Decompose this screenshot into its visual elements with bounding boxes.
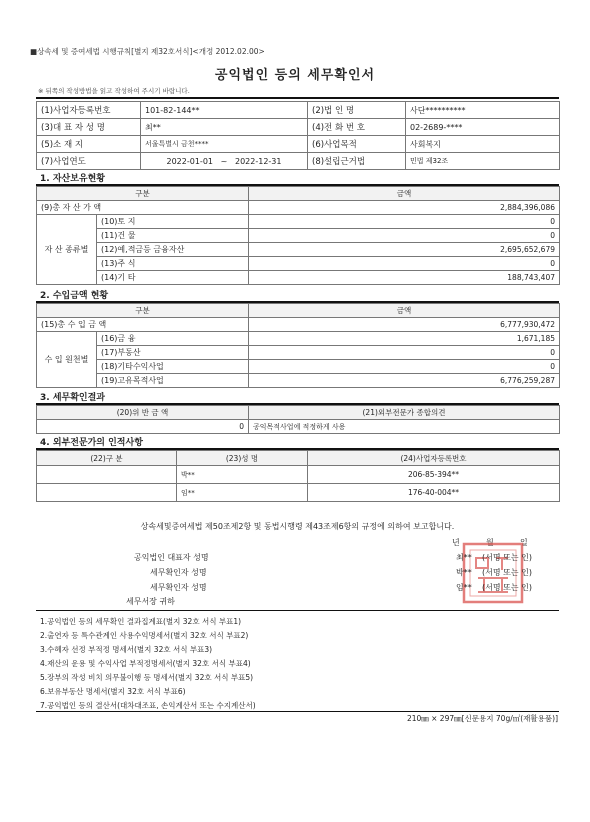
attachment-item: 2.출연자 등 특수관계인 사용수익명세서(별지 32호 서식 부표2) [40,631,249,640]
attachment-item: 3.수혜자 선정 부적정 명세서(별지 32호 서식 부표3) [40,645,213,654]
basis-value: 민법 제32조 [406,153,560,170]
attachment-item: 7.공익법인 등의 결산서(대차대조표, 손익계산서 또는 수지계산서) [40,701,256,710]
table-row [37,201,560,215]
income-total-label: (15)총 수 입 금 액 [37,318,249,332]
table-row [37,346,560,360]
asset-group-label: 자 산 종류별 [37,215,97,285]
table-row [37,153,560,170]
income-row-label: (18)기타수익사업 [97,360,249,374]
address-value: 서울특별시 금천**** [141,136,308,153]
signer-label: 세무확인자 성명 [150,583,207,592]
year-label: (7)사업연도 [37,153,141,170]
expert-name: 박** [177,466,308,484]
expert-col-type: (22)구 분 [37,451,177,466]
declaration-text: 상속세및증여세법 제50조제2항 및 동법시행령 제43조제6항의 규정에 의하여 보고합니다. [140,522,455,531]
section-1-title: 1. 자산보유현황 [40,174,105,184]
asset-total-value: 2,884,396,086 [249,201,560,215]
attachment-item: 1.공익법인 등의 세무확인 결과집계표(별지 32호 서식 부표1) [40,617,242,626]
asset-table [36,186,560,285]
income-row-label: (19)고유목적사업 [97,374,249,388]
year-value [141,153,308,170]
asset-row-amount: 2,695,652,679 [249,243,560,257]
document-title: 공익법인 등의 세무확인서 [214,68,376,83]
expert-type [37,466,177,484]
expert-col-reg: (24)사업자등록번호 [308,451,560,466]
reg-no-label: (1)사업자등록번호 [37,102,141,119]
section-2-title: 2. 수입금액 현황 [40,291,109,301]
rep-label: (3)대 표 자 성 명 [37,119,141,136]
table-row [37,102,560,119]
asset-row-amount: 0 [249,215,560,229]
income-row-label: (17)부동산 [97,346,249,360]
table-row [37,406,560,420]
attachments-rule [36,610,559,611]
table-row [37,243,560,257]
form-number: ■상속세 및 증여세법 시행규칙[별지 제32호서식]<개정 2012.02.00> [30,47,265,56]
table-row [37,451,560,466]
asset-row-amount: 188,743,407 [249,271,560,285]
signer-name: 최** [456,553,472,562]
corp-name-value: 사단********** [406,102,560,119]
table-row [37,374,560,388]
income-total-value: 6,777,930,472 [249,318,560,332]
expert-reg: 206-85-394** [308,466,560,484]
purpose-label: (6)사업목적 [308,136,406,153]
basic-info-table [36,101,560,170]
rep-value: 최** [141,119,308,136]
section-3-title: 3. 세무확인결과 [40,393,105,403]
signature-mark: (서명 또는 인) [482,568,532,577]
table-row [37,229,560,243]
asset-row-label: (14)기 타 [97,271,249,285]
asset-row-label: (13)주 식 [97,257,249,271]
signer-name: 박** [456,568,472,577]
expert-table [36,450,560,502]
signature-mark: (서명 또는 인) [482,583,532,592]
violation-amount: 0 [37,420,249,434]
income-group-label: 수 입 원천별 [37,332,97,388]
address-label: (5)소 재 지 [37,136,141,153]
income-row-amount: 0 [249,360,560,374]
result-col-violation: (20)위 반 금 액 [37,406,249,420]
signer-name: 임** [456,583,472,592]
table-row [37,318,560,332]
attachment-item: 6.보유부동산 명세서(별지 32호 서식 부표6) [40,687,186,696]
result-table [36,405,560,434]
income-row-amount: 1,671,185 [249,332,560,346]
asset-row-amount: 0 [249,229,560,243]
expert-name: 임** [177,484,308,502]
reg-no-value: 101-82-144** [141,102,308,119]
year-from: 2022-01-01 [166,156,213,166]
attachment-item: 4.재산의 운용 및 수익사업 부적정명세서(별지 32호 서식 부표4) [40,659,251,668]
signer-label: 공익법인 대표자 성명 [134,553,209,562]
expert-col-name: (23)성 명 [177,451,308,466]
table-row [37,257,560,271]
table-row [37,136,560,153]
corp-name-label: (2)법 인 명 [308,102,406,119]
top-rule [36,97,559,99]
table-row [37,360,560,374]
income-col-category: 구분 [37,304,249,318]
table-row [37,187,560,201]
basis-label: (8)설립근거법 [308,153,406,170]
phone-value: 02-2689-**** [406,119,560,136]
income-row-amount: 0 [249,346,560,360]
table-row [37,332,560,346]
asset-total-label: (9)총 자 산 가 액 [37,201,249,215]
income-table [36,303,560,388]
signature-mark: (서명 또는 인) [482,553,532,562]
section-4-title: 4. 외부전문가의 인적사항 [40,438,143,448]
signer-label: 세무확인자 성명 [150,568,207,577]
year-separator: ~ [220,156,228,166]
asset-col-amount: 금액 [249,187,560,201]
instruction-note: ※ 뒤쪽의 작성방법을 읽고 작성하여 주시기 바랍니다. [38,87,190,95]
expert-reg: 176-40-004** [308,484,560,502]
result-col-opinion: (21)외부전문가 종합의견 [249,406,560,420]
attachment-item: 5.장부의 작성 비치 의무불이행 등 명세서(별지 32호 서식 부표5) [40,673,254,682]
expert-type [37,484,177,502]
asset-row-label: (11)건 물 [97,229,249,243]
addressee: 세무서장 귀하 [126,597,175,606]
asset-row-label: (12)예,적금등 금융자산 [97,243,249,257]
asset-row-amount: 0 [249,257,560,271]
table-row [37,304,560,318]
table-row [37,484,560,502]
income-row-label: (16)금 융 [97,332,249,346]
year-to: 2022-12-31 [234,156,282,166]
bottom-rule [36,711,559,712]
date-day: 일 [520,538,528,547]
purpose-value: 사회복지 [406,136,560,153]
income-row-amount: 6,776,259,287 [249,374,560,388]
asset-row-label: (10)토 지 [97,215,249,229]
date-year: 년 [452,538,460,547]
income-col-amount: 금액 [249,304,560,318]
table-row [37,420,560,434]
paper-spec-footer: 210㎜ × 297㎜[신문용지 70g/㎡(재활용품)] [406,714,558,723]
phone-label: (4)전 화 번 호 [308,119,406,136]
asset-col-category: 구분 [37,187,249,201]
table-row [37,271,560,285]
table-row [37,215,560,229]
date-month: 월 [486,538,494,547]
table-row [37,466,560,484]
expert-opinion: 공익목적사업에 적정하게 사용 [249,420,560,434]
table-row [37,119,560,136]
